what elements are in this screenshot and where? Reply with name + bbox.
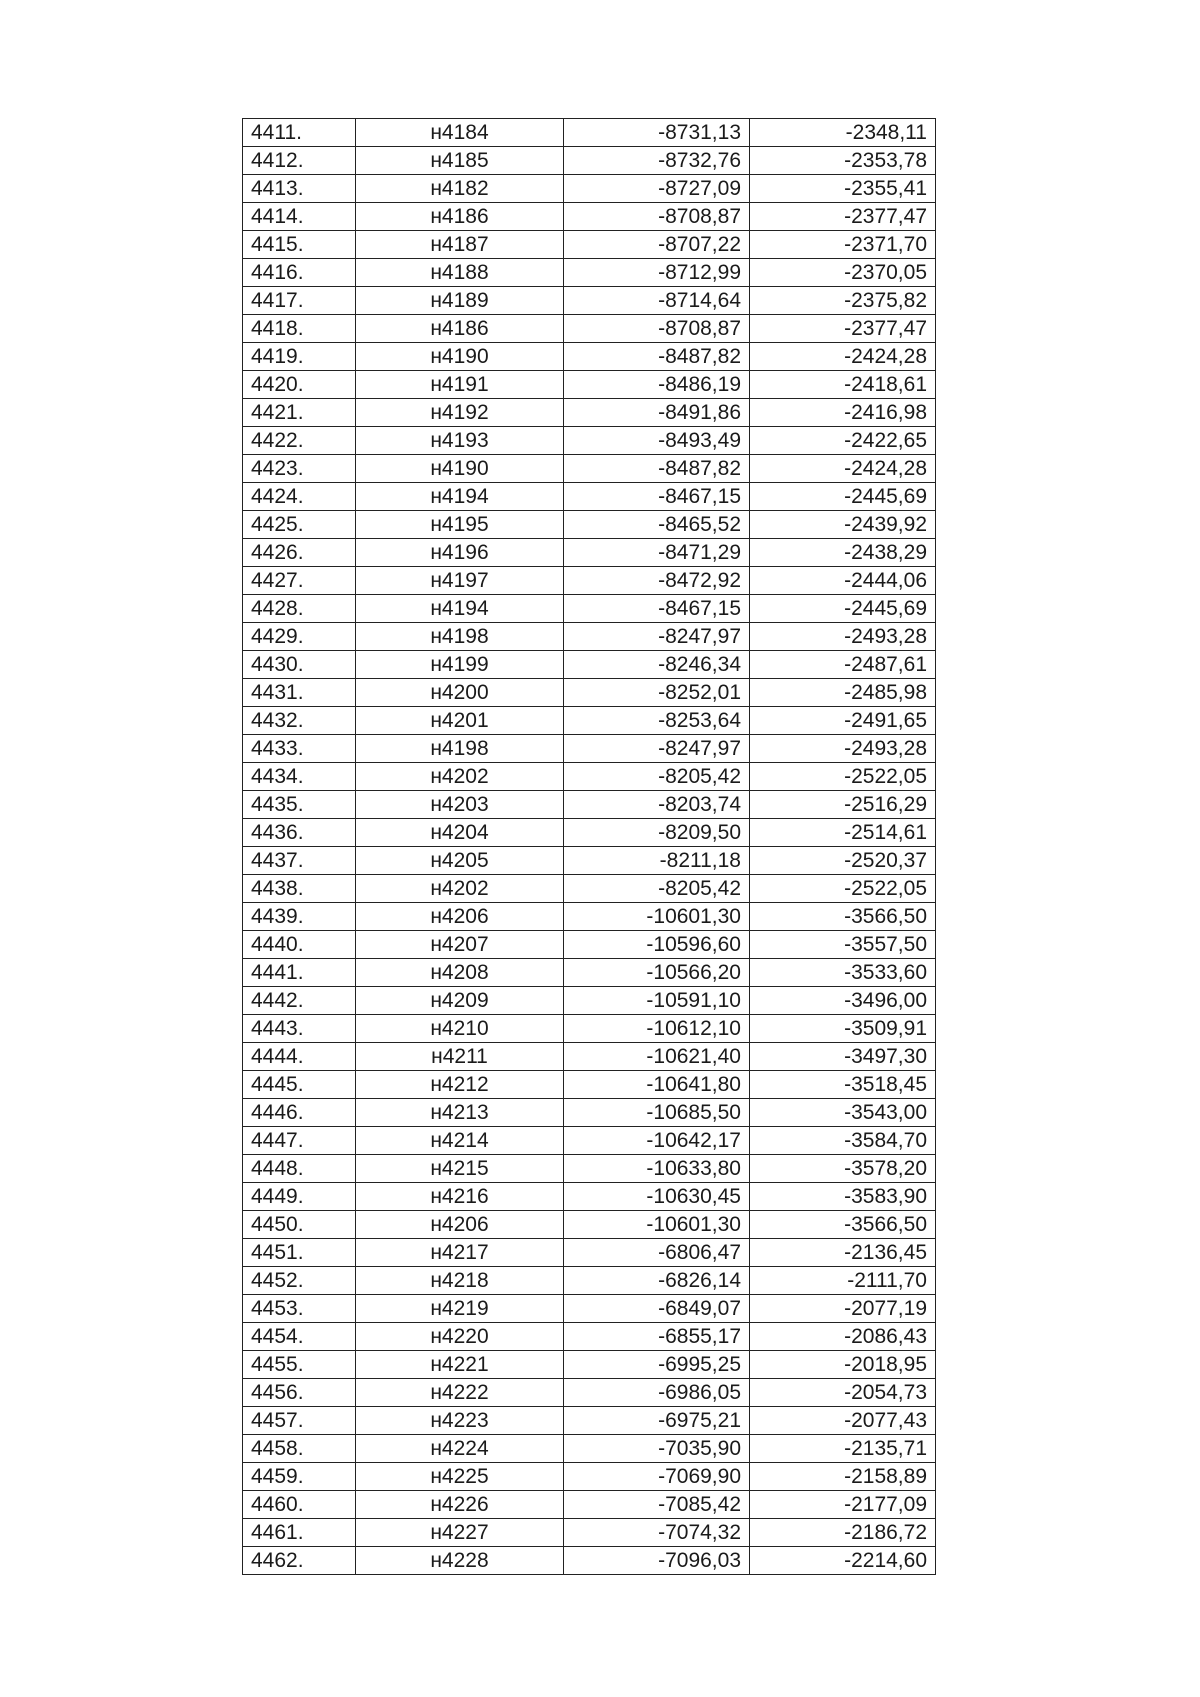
- x-coordinate-cell: -8714,64: [564, 287, 750, 315]
- y-coordinate-cell: -2491,65: [750, 707, 936, 735]
- point-name-cell: н4226: [356, 1491, 564, 1519]
- y-coordinate-cell: -2353,78: [750, 147, 936, 175]
- row-number-cell: 4422.: [243, 427, 356, 455]
- point-name-cell: н4184: [356, 119, 564, 147]
- row-number-cell: 4421.: [243, 399, 356, 427]
- table-row: [243, 959, 936, 987]
- x-coordinate-cell: -6849,07: [564, 1295, 750, 1323]
- table-row: [243, 147, 936, 175]
- table-row: [243, 1183, 936, 1211]
- y-coordinate-cell: -2214,60: [750, 1547, 936, 1575]
- table-row: [243, 315, 936, 343]
- point-name-cell: н4212: [356, 1071, 564, 1099]
- x-coordinate-cell: -6855,17: [564, 1323, 750, 1351]
- point-name-cell: н4191: [356, 371, 564, 399]
- x-coordinate-cell: -8211,18: [564, 847, 750, 875]
- x-coordinate-cell: -10596,60: [564, 931, 750, 959]
- y-coordinate-cell: -3509,91: [750, 1015, 936, 1043]
- point-name-cell: н4182: [356, 175, 564, 203]
- point-name-cell: н4216: [356, 1183, 564, 1211]
- row-number-cell: 4418.: [243, 315, 356, 343]
- x-coordinate-cell: -8472,92: [564, 567, 750, 595]
- table-row: [243, 987, 936, 1015]
- table-row: [243, 539, 936, 567]
- x-coordinate-cell: -8246,34: [564, 651, 750, 679]
- x-coordinate-cell: -6806,47: [564, 1239, 750, 1267]
- table-row: [243, 791, 936, 819]
- coordinates-table-body: [243, 119, 936, 1575]
- table-row: [243, 1379, 936, 1407]
- point-name-cell: н4202: [356, 875, 564, 903]
- table-row: [243, 1239, 936, 1267]
- row-number-cell: 4443.: [243, 1015, 356, 1043]
- point-name-cell: н4207: [356, 931, 564, 959]
- point-name-cell: н4215: [356, 1155, 564, 1183]
- table-row: [243, 707, 936, 735]
- y-coordinate-cell: -2371,70: [750, 231, 936, 259]
- row-number-cell: 4460.: [243, 1491, 356, 1519]
- table-row: [243, 1155, 936, 1183]
- table-row: [243, 1519, 936, 1547]
- x-coordinate-cell: -8467,15: [564, 595, 750, 623]
- y-coordinate-cell: -2514,61: [750, 819, 936, 847]
- x-coordinate-cell: -8727,09: [564, 175, 750, 203]
- row-number-cell: 4456.: [243, 1379, 356, 1407]
- row-number-cell: 4447.: [243, 1127, 356, 1155]
- row-number-cell: 4432.: [243, 707, 356, 735]
- table-row: [243, 931, 936, 959]
- table-row: [243, 1351, 936, 1379]
- row-number-cell: 4452.: [243, 1267, 356, 1295]
- table-row: [243, 651, 936, 679]
- x-coordinate-cell: -8247,97: [564, 623, 750, 651]
- table-row: [243, 231, 936, 259]
- point-name-cell: н4209: [356, 987, 564, 1015]
- x-coordinate-cell: -8209,50: [564, 819, 750, 847]
- x-coordinate-cell: -7074,32: [564, 1519, 750, 1547]
- row-number-cell: 4442.: [243, 987, 356, 1015]
- x-coordinate-cell: -10630,45: [564, 1183, 750, 1211]
- table-row: [243, 483, 936, 511]
- row-number-cell: 4438.: [243, 875, 356, 903]
- row-number-cell: 4451.: [243, 1239, 356, 1267]
- row-number-cell: 4454.: [243, 1323, 356, 1351]
- point-name-cell: н4204: [356, 819, 564, 847]
- x-coordinate-cell: -10591,10: [564, 987, 750, 1015]
- row-number-cell: 4461.: [243, 1519, 356, 1547]
- point-name-cell: н4190: [356, 455, 564, 483]
- table-row: [243, 1407, 936, 1435]
- point-name-cell: н4206: [356, 903, 564, 931]
- point-name-cell: н4201: [356, 707, 564, 735]
- row-number-cell: 4437.: [243, 847, 356, 875]
- table-row: [243, 1463, 936, 1491]
- table-row: [243, 1015, 936, 1043]
- y-coordinate-cell: -3578,20: [750, 1155, 936, 1183]
- row-number-cell: 4434.: [243, 763, 356, 791]
- table-row: [243, 1099, 936, 1127]
- row-number-cell: 4444.: [243, 1043, 356, 1071]
- y-coordinate-cell: -3584,70: [750, 1127, 936, 1155]
- y-coordinate-cell: -2424,28: [750, 343, 936, 371]
- point-name-cell: н4218: [356, 1267, 564, 1295]
- row-number-cell: 4411.: [243, 119, 356, 147]
- point-name-cell: н4187: [356, 231, 564, 259]
- y-coordinate-cell: -2438,29: [750, 539, 936, 567]
- row-number-cell: 4425.: [243, 511, 356, 539]
- point-name-cell: н4198: [356, 735, 564, 763]
- y-coordinate-cell: -2516,29: [750, 791, 936, 819]
- y-coordinate-cell: -2077,43: [750, 1407, 936, 1435]
- y-coordinate-cell: -2135,71: [750, 1435, 936, 1463]
- y-coordinate-cell: -2177,09: [750, 1491, 936, 1519]
- table-row: [243, 343, 936, 371]
- y-coordinate-cell: -2348,11: [750, 119, 936, 147]
- row-number-cell: 4424.: [243, 483, 356, 511]
- row-number-cell: 4440.: [243, 931, 356, 959]
- coordinates-table: [242, 118, 936, 1575]
- x-coordinate-cell: -8486,19: [564, 371, 750, 399]
- y-coordinate-cell: -3566,50: [750, 1211, 936, 1239]
- row-number-cell: 4439.: [243, 903, 356, 931]
- point-name-cell: н4211: [356, 1043, 564, 1071]
- y-coordinate-cell: -2375,82: [750, 287, 936, 315]
- x-coordinate-cell: -8467,15: [564, 483, 750, 511]
- y-coordinate-cell: -2422,65: [750, 427, 936, 455]
- point-name-cell: н4205: [356, 847, 564, 875]
- row-number-cell: 4450.: [243, 1211, 356, 1239]
- y-coordinate-cell: -2418,61: [750, 371, 936, 399]
- x-coordinate-cell: -7069,90: [564, 1463, 750, 1491]
- point-name-cell: н4189: [356, 287, 564, 315]
- point-name-cell: н4221: [356, 1351, 564, 1379]
- point-name-cell: н4197: [356, 567, 564, 595]
- y-coordinate-cell: -2445,69: [750, 483, 936, 511]
- x-coordinate-cell: -8203,74: [564, 791, 750, 819]
- x-coordinate-cell: -10612,10: [564, 1015, 750, 1043]
- row-number-cell: 4431.: [243, 679, 356, 707]
- row-number-cell: 4441.: [243, 959, 356, 987]
- table-row: [243, 371, 936, 399]
- table-row: [243, 175, 936, 203]
- point-name-cell: н4223: [356, 1407, 564, 1435]
- table-row: [243, 1435, 936, 1463]
- table-row: [243, 1491, 936, 1519]
- table-row: [243, 847, 936, 875]
- y-coordinate-cell: -2136,45: [750, 1239, 936, 1267]
- y-coordinate-cell: -2086,43: [750, 1323, 936, 1351]
- point-name-cell: н4213: [356, 1099, 564, 1127]
- point-name-cell: н4193: [356, 427, 564, 455]
- y-coordinate-cell: -2522,05: [750, 763, 936, 791]
- y-coordinate-cell: -3566,50: [750, 903, 936, 931]
- x-coordinate-cell: -8731,13: [564, 119, 750, 147]
- point-name-cell: н4224: [356, 1435, 564, 1463]
- y-coordinate-cell: -2520,37: [750, 847, 936, 875]
- x-coordinate-cell: -7035,90: [564, 1435, 750, 1463]
- point-name-cell: н4208: [356, 959, 564, 987]
- row-number-cell: 4413.: [243, 175, 356, 203]
- table-row: [243, 455, 936, 483]
- table-row: [243, 567, 936, 595]
- y-coordinate-cell: -2018,95: [750, 1351, 936, 1379]
- x-coordinate-cell: -8712,99: [564, 259, 750, 287]
- row-number-cell: 4426.: [243, 539, 356, 567]
- x-coordinate-cell: -6826,14: [564, 1267, 750, 1295]
- table-row: [243, 119, 936, 147]
- table-row: [243, 595, 936, 623]
- table-row: [243, 1071, 936, 1099]
- x-coordinate-cell: -6975,21: [564, 1407, 750, 1435]
- y-coordinate-cell: -2439,92: [750, 511, 936, 539]
- table-row: [243, 679, 936, 707]
- row-number-cell: 4429.: [243, 623, 356, 651]
- table-row: [243, 763, 936, 791]
- y-coordinate-cell: -2158,89: [750, 1463, 936, 1491]
- point-name-cell: н4195: [356, 511, 564, 539]
- y-coordinate-cell: -3518,45: [750, 1071, 936, 1099]
- row-number-cell: 4446.: [243, 1099, 356, 1127]
- x-coordinate-cell: -8465,52: [564, 511, 750, 539]
- point-name-cell: н4199: [356, 651, 564, 679]
- row-number-cell: 4416.: [243, 259, 356, 287]
- row-number-cell: 4436.: [243, 819, 356, 847]
- table-row: [243, 203, 936, 231]
- y-coordinate-cell: -2370,05: [750, 259, 936, 287]
- point-name-cell: н4214: [356, 1127, 564, 1155]
- y-coordinate-cell: -2377,47: [750, 315, 936, 343]
- table-row: [243, 1043, 936, 1071]
- y-coordinate-cell: -3533,60: [750, 959, 936, 987]
- x-coordinate-cell: -10633,80: [564, 1155, 750, 1183]
- x-coordinate-cell: -8487,82: [564, 455, 750, 483]
- point-name-cell: н4219: [356, 1295, 564, 1323]
- point-name-cell: н4203: [356, 791, 564, 819]
- y-coordinate-cell: -2424,28: [750, 455, 936, 483]
- y-coordinate-cell: -2377,47: [750, 203, 936, 231]
- y-coordinate-cell: -3557,50: [750, 931, 936, 959]
- y-coordinate-cell: -2054,73: [750, 1379, 936, 1407]
- table-row: [243, 903, 936, 931]
- table-row: [243, 399, 936, 427]
- point-name-cell: н4228: [356, 1547, 564, 1575]
- y-coordinate-cell: -2485,98: [750, 679, 936, 707]
- x-coordinate-cell: -8205,42: [564, 763, 750, 791]
- y-coordinate-cell: -2186,72: [750, 1519, 936, 1547]
- x-coordinate-cell: -8247,97: [564, 735, 750, 763]
- point-name-cell: н4186: [356, 203, 564, 231]
- row-number-cell: 4435.: [243, 791, 356, 819]
- point-name-cell: н4227: [356, 1519, 564, 1547]
- point-name-cell: н4206: [356, 1211, 564, 1239]
- x-coordinate-cell: -8487,82: [564, 343, 750, 371]
- row-number-cell: 4455.: [243, 1351, 356, 1379]
- y-coordinate-cell: -2416,98: [750, 399, 936, 427]
- x-coordinate-cell: -8493,49: [564, 427, 750, 455]
- point-name-cell: н4225: [356, 1463, 564, 1491]
- row-number-cell: 4412.: [243, 147, 356, 175]
- point-name-cell: н4194: [356, 595, 564, 623]
- point-name-cell: н4217: [356, 1239, 564, 1267]
- point-name-cell: н4190: [356, 343, 564, 371]
- row-number-cell: 4462.: [243, 1547, 356, 1575]
- table-row: [243, 287, 936, 315]
- table-row: [243, 427, 936, 455]
- point-name-cell: н4198: [356, 623, 564, 651]
- x-coordinate-cell: -10621,40: [564, 1043, 750, 1071]
- x-coordinate-cell: -6995,25: [564, 1351, 750, 1379]
- x-coordinate-cell: -8471,29: [564, 539, 750, 567]
- x-coordinate-cell: -10601,30: [564, 903, 750, 931]
- row-number-cell: 4428.: [243, 595, 356, 623]
- point-name-cell: н4188: [356, 259, 564, 287]
- point-name-cell: н4194: [356, 483, 564, 511]
- x-coordinate-cell: -8732,76: [564, 147, 750, 175]
- point-name-cell: н4185: [356, 147, 564, 175]
- y-coordinate-cell: -2445,69: [750, 595, 936, 623]
- y-coordinate-cell: -3497,30: [750, 1043, 936, 1071]
- x-coordinate-cell: -7096,03: [564, 1547, 750, 1575]
- row-number-cell: 4445.: [243, 1071, 356, 1099]
- point-name-cell: н4220: [356, 1323, 564, 1351]
- point-name-cell: н4196: [356, 539, 564, 567]
- row-number-cell: 4427.: [243, 567, 356, 595]
- table-row: [243, 735, 936, 763]
- x-coordinate-cell: -8708,87: [564, 315, 750, 343]
- row-number-cell: 4419.: [243, 343, 356, 371]
- point-name-cell: н4192: [356, 399, 564, 427]
- x-coordinate-cell: -8252,01: [564, 679, 750, 707]
- table-row: [243, 1267, 936, 1295]
- y-coordinate-cell: -3496,00: [750, 987, 936, 1015]
- y-coordinate-cell: -2487,61: [750, 651, 936, 679]
- row-number-cell: 4420.: [243, 371, 356, 399]
- table-row: [243, 1323, 936, 1351]
- table-row: [243, 1547, 936, 1575]
- row-number-cell: 4430.: [243, 651, 356, 679]
- row-number-cell: 4453.: [243, 1295, 356, 1323]
- point-name-cell: н4222: [356, 1379, 564, 1407]
- table-row: [243, 623, 936, 651]
- x-coordinate-cell: -8253,64: [564, 707, 750, 735]
- y-coordinate-cell: -2522,05: [750, 875, 936, 903]
- table-row: [243, 1127, 936, 1155]
- y-coordinate-cell: -2444,06: [750, 567, 936, 595]
- y-coordinate-cell: -3543,00: [750, 1099, 936, 1127]
- table-row: [243, 875, 936, 903]
- x-coordinate-cell: -10601,30: [564, 1211, 750, 1239]
- row-number-cell: 4415.: [243, 231, 356, 259]
- y-coordinate-cell: -2493,28: [750, 623, 936, 651]
- x-coordinate-cell: -7085,42: [564, 1491, 750, 1519]
- y-coordinate-cell: -2355,41: [750, 175, 936, 203]
- point-name-cell: н4186: [356, 315, 564, 343]
- row-number-cell: 4449.: [243, 1183, 356, 1211]
- x-coordinate-cell: -8707,22: [564, 231, 750, 259]
- x-coordinate-cell: -10642,17: [564, 1127, 750, 1155]
- y-coordinate-cell: -2111,70: [750, 1267, 936, 1295]
- table-row: [243, 259, 936, 287]
- x-coordinate-cell: -8205,42: [564, 875, 750, 903]
- y-coordinate-cell: -3583,90: [750, 1183, 936, 1211]
- point-name-cell: н4202: [356, 763, 564, 791]
- point-name-cell: н4200: [356, 679, 564, 707]
- row-number-cell: 4423.: [243, 455, 356, 483]
- row-number-cell: 4458.: [243, 1435, 356, 1463]
- row-number-cell: 4417.: [243, 287, 356, 315]
- y-coordinate-cell: -2493,28: [750, 735, 936, 763]
- x-coordinate-cell: -10641,80: [564, 1071, 750, 1099]
- x-coordinate-cell: -10566,20: [564, 959, 750, 987]
- row-number-cell: 4414.: [243, 203, 356, 231]
- x-coordinate-cell: -10685,50: [564, 1099, 750, 1127]
- row-number-cell: 4457.: [243, 1407, 356, 1435]
- point-name-cell: н4210: [356, 1015, 564, 1043]
- y-coordinate-cell: -2077,19: [750, 1295, 936, 1323]
- table-row: [243, 1211, 936, 1239]
- table-row: [243, 1295, 936, 1323]
- row-number-cell: 4433.: [243, 735, 356, 763]
- x-coordinate-cell: -6986,05: [564, 1379, 750, 1407]
- row-number-cell: 4448.: [243, 1155, 356, 1183]
- x-coordinate-cell: -8491,86: [564, 399, 750, 427]
- row-number-cell: 4459.: [243, 1463, 356, 1491]
- table-row: [243, 511, 936, 539]
- x-coordinate-cell: -8708,87: [564, 203, 750, 231]
- table-row: [243, 819, 936, 847]
